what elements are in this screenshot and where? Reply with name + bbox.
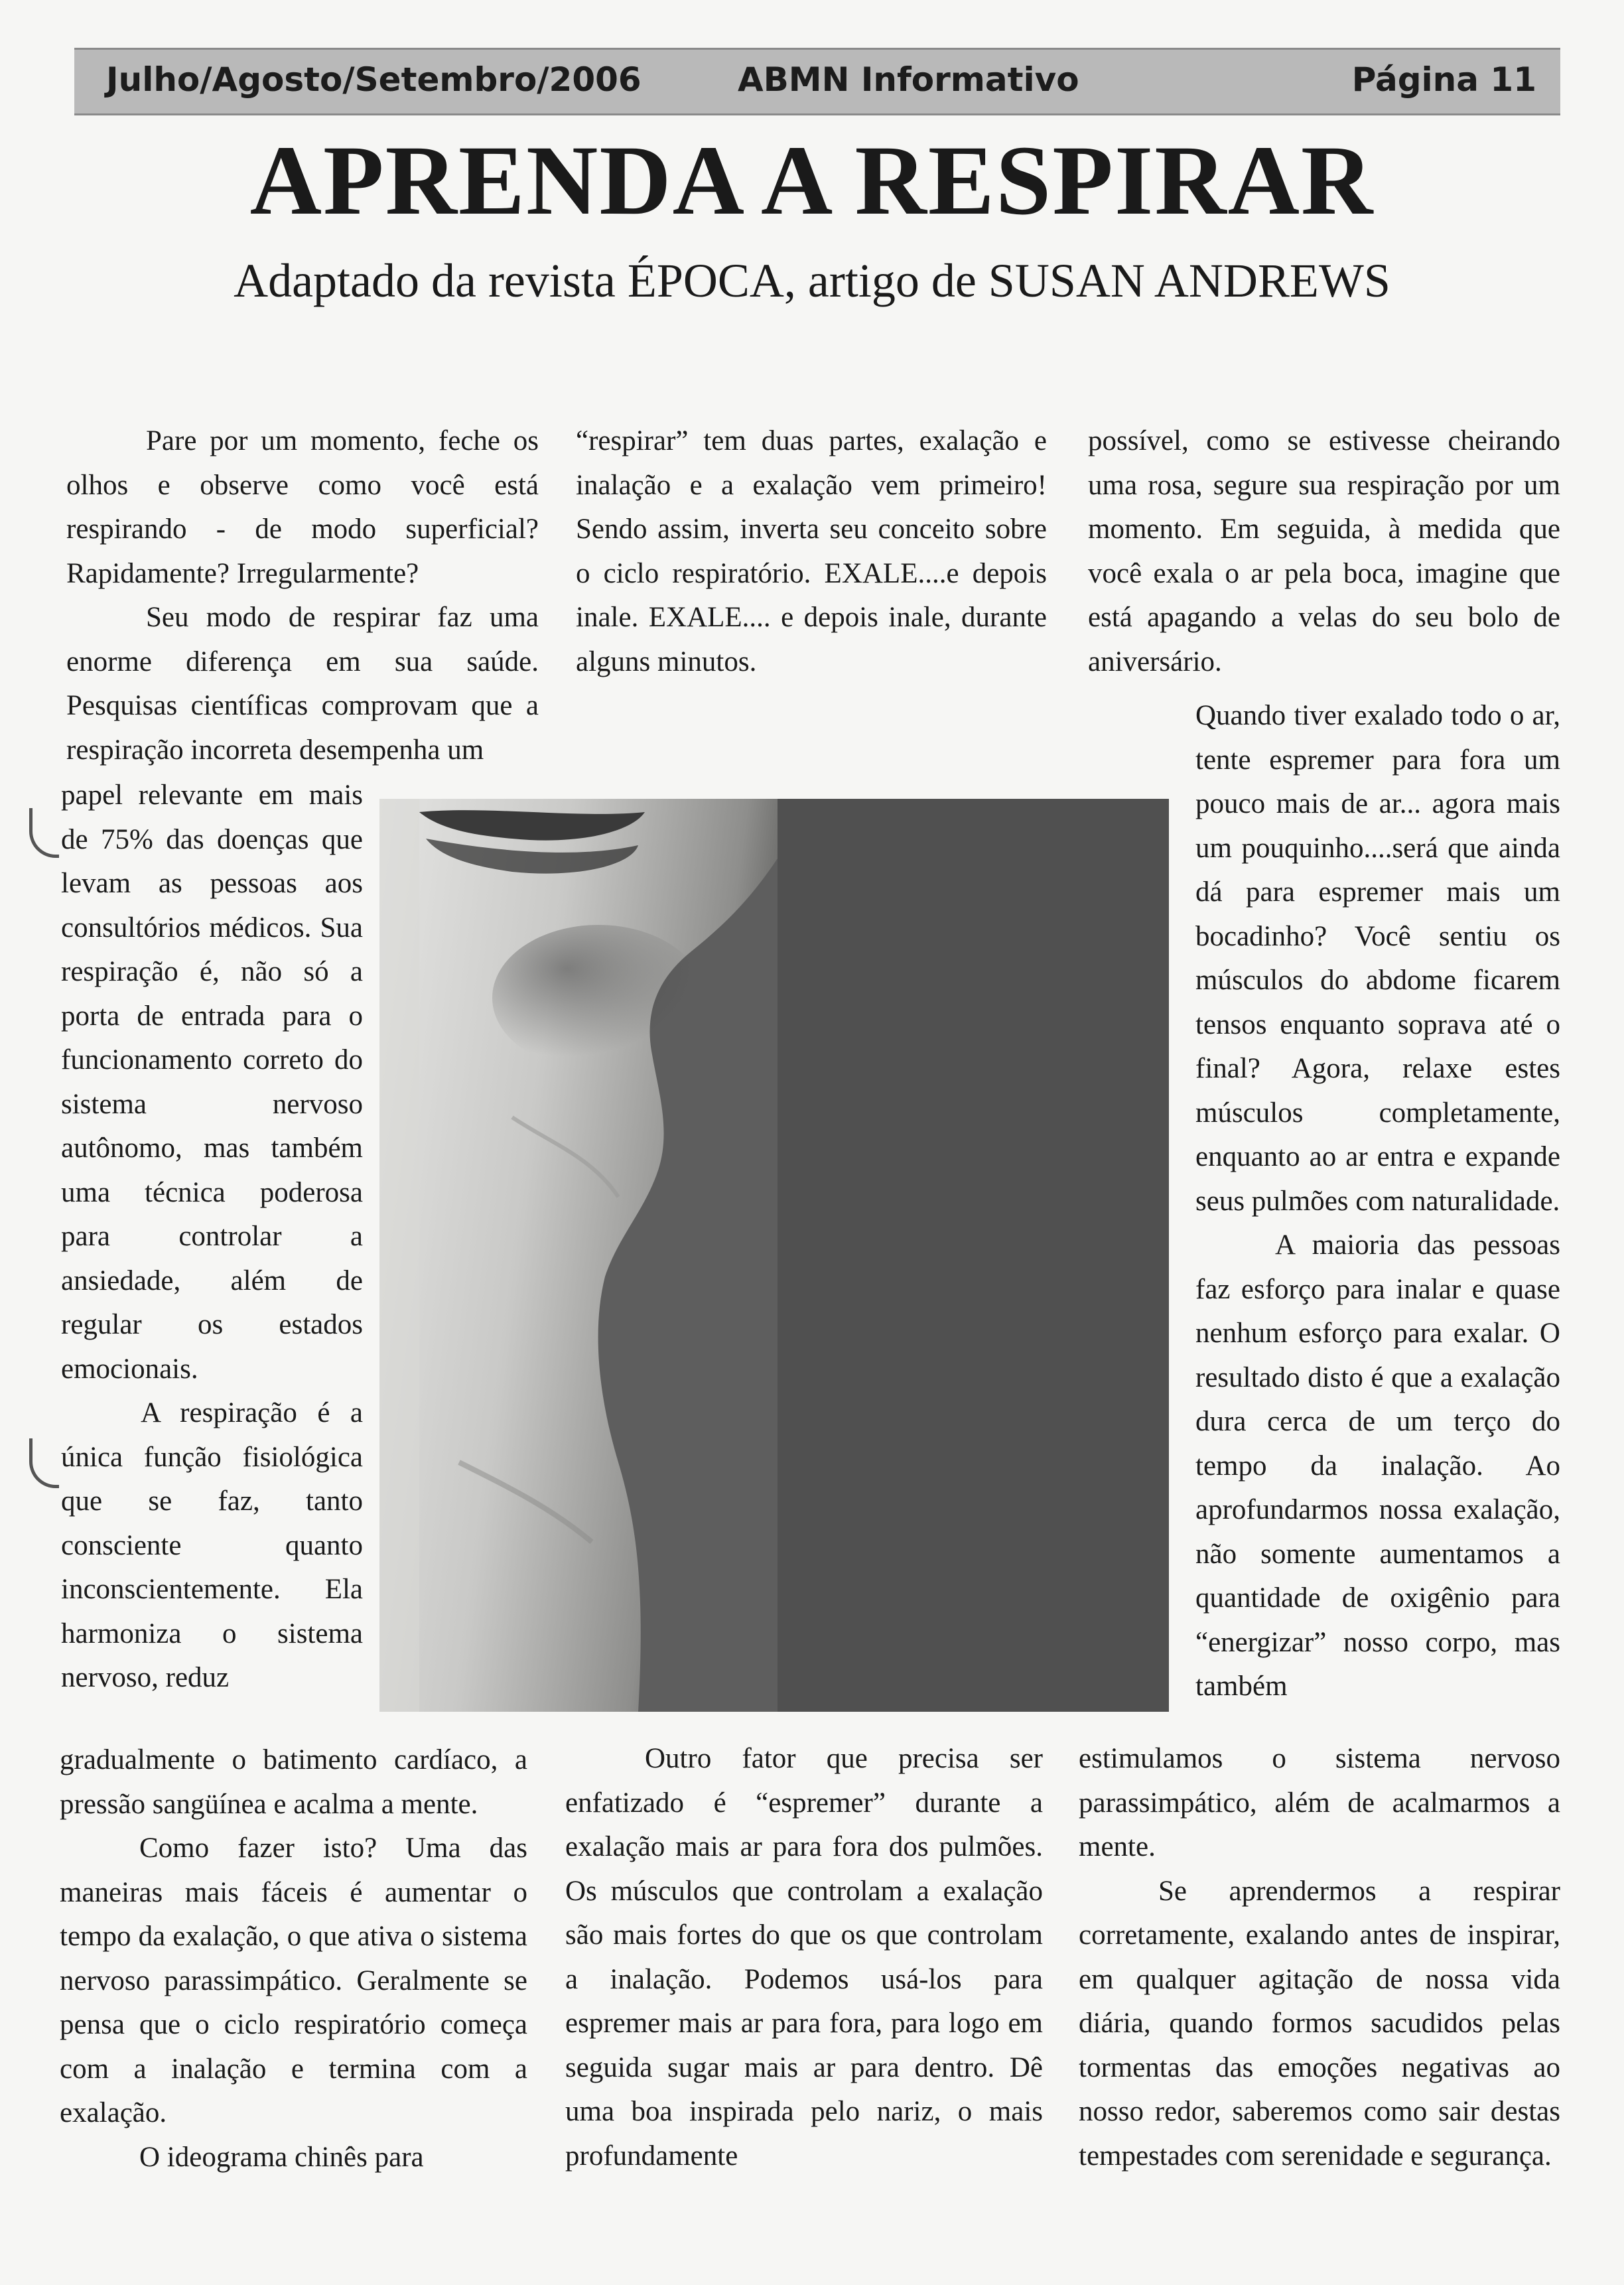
column-1-bottom <box>60 1738 527 2216</box>
binding-mark <box>29 1438 59 1488</box>
column-3-top <box>1088 419 1560 698</box>
paragraph: Se aprendermos a respirar corretamente, exalando antes de inspirar, em qualquer agitação de nossa vida diária, quando formos sacudidos pelas tormentas das emoções negativas ao nosso redor, saberemos como sair destas tempestades com serenidade e segurança. <box>1079 1875 1560 2172</box>
paragraph: Quando tiver exalado todo o ar, tente espremer para fora um pouco mais de ar... agora mais um pouquinho....será que ainda dá para espremer mais um bocadinho? Você sentiu os músculos do abdome ficarem tensos enquanto soprava até o final? Agora, relaxe estes músculos completamente, enquanto ao ar entra e expande seus pulmões com naturalidade. <box>1195 700 1560 1217</box>
column-3-middle <box>1195 694 1560 1769</box>
issue-date: Julho/Agosto/Setembro/2006 <box>106 60 642 99</box>
column-1-top <box>66 419 539 772</box>
article-subtitle: Adaptado da revista ÉPOCA, artigo de SUSAN ANDREWS <box>234 254 1390 307</box>
article-title: APRENDA A RESPIRAR <box>249 125 1375 236</box>
page-number: Página 11 <box>1351 60 1536 99</box>
paragraph: O ideograma chinês para <box>139 2141 424 2173</box>
paragraph: A maioria das pessoas faz esforço para inalar e quase nenhum esforço para exalar. O resultado disto é que a exalação dura cerca de um terço do tempo da inalação. Ao aprofundarmos nossa exalação, não somente aumentamos a quantidade de oxigênio para “energizar” nosso corpo, mas também <box>1195 1229 1560 1702</box>
page-header-bar <box>74 48 1560 115</box>
paragraph: gradualmente o batimento cardíaco, a pressão sangüínea e acalma a mente. <box>60 1744 527 1820</box>
paragraph: “respirar” tem duas partes, exalação e inalação e a exalação vem primeiro! Sendo assim, inverta seu conceito sobre o ciclo respiratório. EXALE....e depois inale. EXALE.... e depois inale, durante alguns minutos. <box>576 425 1047 677</box>
paragraph: Seu modo de respirar faz uma enorme diferença em sua saúde. Pesquisas científicas comprovam que a respiração incorreta desempenha um <box>66 602 539 766</box>
paragraph: possível, como se estivesse cheirando uma rosa, segure sua respiração por um momento. Em seguida, à medida que você exala o ar pela boca, imagine que está apagando a velas do seu bolo de aniversário. <box>1088 425 1560 677</box>
column-3-bottom <box>1079 1737 1560 2260</box>
column-2-top <box>576 419 1047 698</box>
paragraph: papel relevante em mais de 75% das doenças que levam as pessoas aos consultórios médicos. Sua respiração é, não só a porta de entrada para o funcionamento correto do sistema nervoso autônomo, mas também uma técnica poderosa para controlar a ansiedade, além de regular os estados emocionais. <box>61 780 363 1385</box>
paragraph: estimulamos o sistema nervoso parassimpático, além de acalmarmos a mente. <box>1079 1743 1560 1862</box>
paragraph: Como fazer isto? Uma das maneiras mais fáceis é aumentar o tempo da exalação, o que ativa o sistema nervoso parassimpático. Geralmente se pensa que o ciclo respiratório começa com a inalação e termina com a exalação. <box>60 1833 527 2128</box>
binding-mark <box>29 808 59 858</box>
face-profile-image <box>379 799 1169 1712</box>
column-1-middle <box>61 774 363 1724</box>
paragraph: Pare por um momento, feche os olhos e observe como você está respirando - de modo superficial? Rapidamente? Irregularmente? <box>66 425 539 589</box>
paragraph: Outro fator que precisa ser enfatizado é “espremer” durante a exalação mais ar para fora dos pulmões. Os músculos que controlam a exalação são mais fortes do que os que controlam a inalação. Podemos usá-los para espremer mais ar para fora, para logo em seguida sugar mais ar para dentro. Dê uma boa inspirada pelo nariz, o mais profundamente <box>565 1743 1043 2172</box>
paragraph: A respiração é a única função fisiológica que se faz, tanto consciente quanto inconscientemente. Ela harmoniza o sistema nervoso, reduz <box>61 1397 363 1693</box>
publication-name: ABMN Informativo <box>738 60 1079 99</box>
column-2-bottom <box>565 1737 1043 2216</box>
article-photo <box>379 799 1169 1712</box>
